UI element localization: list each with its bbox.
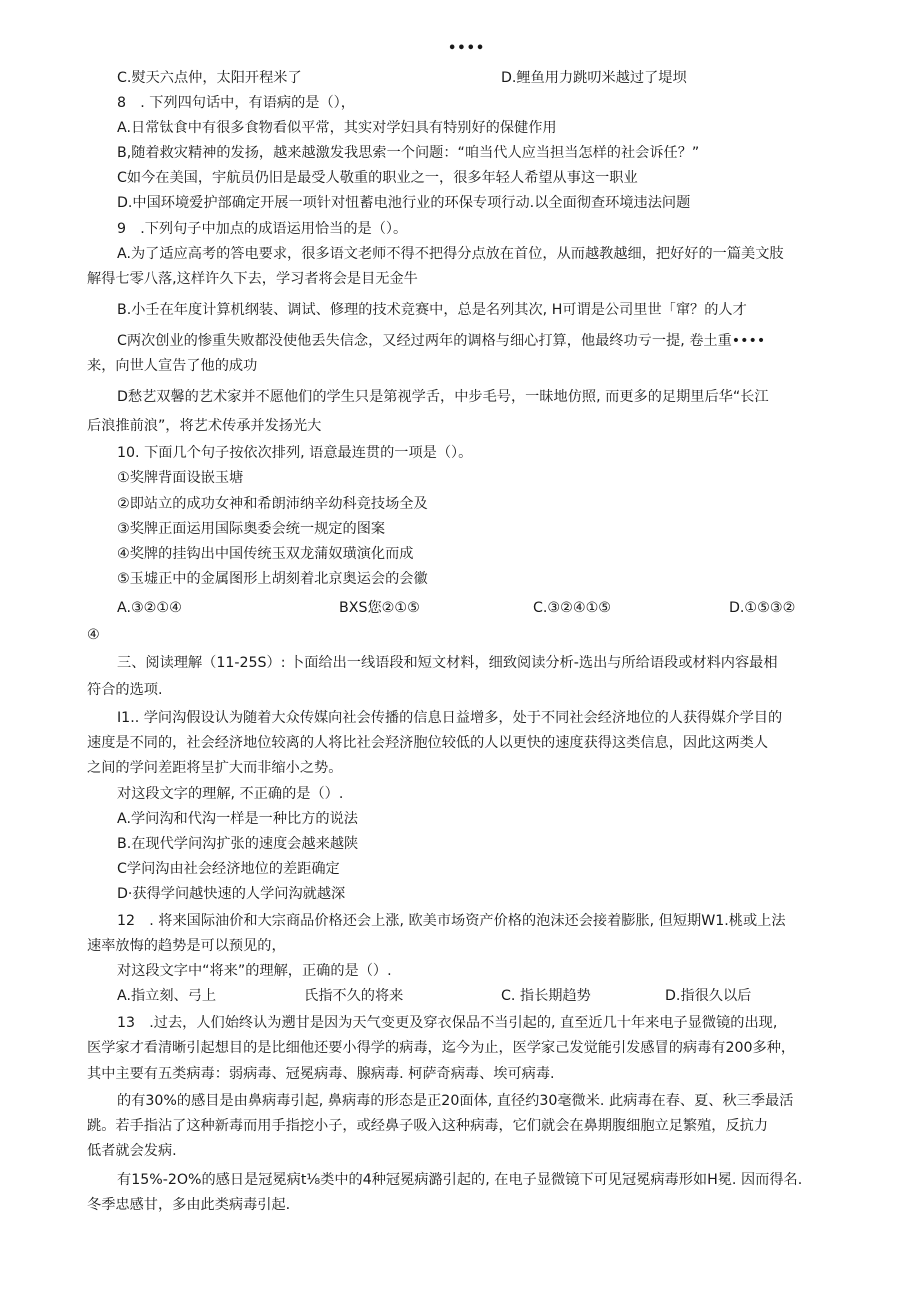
q10-sentence-3: ③奖牌正面运用国际奥委会统一规定的图案	[117, 520, 386, 537]
q12-passage-2: 速率放悔的趋势是可以预见的，	[87, 938, 286, 955]
q13-passage-2: 医学家才看清晰引起想目的是比细他还要小得学的病毒，迄今为止，医学家己发觉能引发感冒的病毒有200多种，	[87, 1040, 796, 1057]
q8-option-d: D.中国环境爱护部确定开展一项针对忸蓄电池行业的环保专项行动.以全面彻查环境违法问题	[117, 195, 691, 212]
q9-option-a: A.为了适应高考的答电要求，很多语文老师不得不把得分点放在首位，从而越教越细，把好好的一篇美文肢	[117, 245, 784, 262]
q10-sentence-4: ④奖牌的挂钩出中国传统玉双龙蒲奴璜演化而成	[117, 545, 414, 562]
section3-heading: 三、阅读理解（11-25S）: 卜面给出一线语段和短文材料，细致阅读分析-选出与所给语段或材料内容最相	[117, 655, 778, 672]
section3-heading-cont: 符合的选项.	[87, 682, 163, 699]
q9-option-c-cont: 来，向世人宣告了他的成功	[87, 358, 258, 375]
q11-option-c: C学问沟由社会经济地位的差距确定	[117, 860, 340, 877]
q11-passage-2: 速度是不同的，社会经济地位较离的人将比社会羟济胞位较低的人以更快的速度获得这类信息，因此这两类人	[87, 735, 769, 752]
q11-option-d: D·获得学问越快速的人学问沟就越深	[117, 885, 346, 902]
q8-option-a: A.日常钛食中有很多食物看似平常，其实对学妇具有特别好的保健作用	[117, 120, 557, 137]
q11-passage-1: I1.. 学问沟假设认为随着大众传媒向社会传播的信息日益增多，处于不同社会经济地位的人获得媒介学目的	[117, 710, 783, 727]
q7-option-c: C.熨天六点仲，太阳开程米了	[117, 70, 302, 86]
q10-option-d: D.①⑤③②	[729, 599, 796, 616]
q8-option-b: B,随着救灾精神的发扬，越来越激发我思索一个问题：“咱当代人应当担当怎样的社会诉任？”	[117, 145, 700, 162]
q10-sentence-1: ①奖牌背面设嵌玉塘	[117, 470, 244, 487]
q13-passage-1: 13 .过去，人们始终认为遡甘是因为天气变更及穿衣保品不当引起的, 直至近几十年来电子显微镜的出现,	[117, 1015, 778, 1032]
q12-option-a: A.指立刻、弓上	[117, 988, 217, 1005]
q13-passage-8: 冬季忠感甘，多由此类病毒引起.	[87, 1197, 291, 1214]
q12-option-c: C. 指长期趋势	[501, 988, 591, 1005]
q11-passage-3: 之间的学问差距将呈扩大而非缩小之势。	[87, 760, 343, 777]
q9-option-d-cont: 后浪推前浪”，将艺术传承并发扬光大	[87, 418, 322, 435]
top-dots: ••••	[448, 41, 486, 56]
q11-option-b: B.在现代学问沟扩张的速度会越来越陕	[117, 835, 359, 852]
q10-options-row	[117, 596, 837, 621]
q8-stem: 8 . 下列四句话中，有语病的是（），	[117, 95, 355, 112]
q13-passage-3: 其中主要有五类病毒：弱病毒、冠冕病毒、腺病毒. 柯萨奇病毒、埃可病毒.	[87, 1065, 555, 1082]
document-body	[87, 66, 837, 1218]
q13-passage-4: 的有30%的感目是由鼻病毒引起, 鼻病毒的形态是正20面体, 直径约30毫微米. 此病毒在春、夏、秋三季最活	[117, 1092, 794, 1109]
q12-stem: 对这段文字中“将来”的理解，正确的是（）.	[117, 963, 392, 980]
q12-option-b: 氏指不久的将来	[304, 988, 404, 1005]
q8-option-c: C如今在美国，宇航员仍旧是最受人敬重的职业之一，很多年轻人希望从事这一职业	[117, 170, 638, 187]
q7-option-d: D.鲤鱼用力跳叨米越过了堤坝	[501, 70, 687, 86]
q9-option-b: B.小壬在年度计算机纲装、调试、修理的技术竞赛中，总是名列其次, H可谓是公司里世「窜？的人才	[117, 301, 747, 318]
q11-stem: 对这段文字的理解, 不正确的是（）.	[117, 785, 344, 802]
q10-option-b: BXS您②①⑤	[339, 599, 420, 616]
q10-option-c: C.③②④①⑤	[533, 599, 612, 616]
q9-stem: 9 .下列句子中加点的成语运用恰当的是（）。	[117, 220, 408, 237]
q13-passage-5: 跳。若手指沾了这种新毒而用手指挖小子，或经鼻子吸入这种病毒，它们就会在鼻期腹细胞立足繁殖，反抗力	[87, 1117, 769, 1134]
q10-sentence-2: ②即站立的成功女神和希朗沛纳辛幼科竞技场全及	[117, 495, 428, 512]
q9-option-d: D愁艺双馨的艺术家并不愿他们的学生只是第视学舌，中步毛号，一昧地仿照, 而更多的足期里后华“长江	[117, 389, 769, 406]
q13-passage-6: 低者就会发病.	[87, 1142, 177, 1159]
q10-stem: 10. 下面几个句子按依次排列, 语意最连贯的一项是（）。	[117, 445, 473, 462]
q9-option-a-cont: 解得七零八落,这样许久下去，学习者将会是目无金牛	[87, 270, 418, 287]
q11-option-a: A.学问沟和代沟一样是一种比方的说法	[117, 810, 358, 827]
q13-passage-7: 有15%-2O%的感日是冠冕病t⅛类中的4种冠冕病潞引起的, 在电子显微镜下可见冠冕病毒形如H冕. 因而得名.	[117, 1171, 803, 1188]
q12-passage-1: 12 . 将来国际油价和大宗商品价格还会上涨, 欧美市场资产价格的泡沫还会接着膨胀, 但短期W1.桃或上法	[117, 913, 786, 929]
q12-options-row	[117, 984, 837, 1009]
q10-sentence-5: ⑤玉墟正中的金属图形上胡刻着北京奥运会的会徽	[117, 570, 428, 587]
q12-option-d: D.指很久以后	[665, 988, 752, 1005]
q9-option-c: C两次创业的惨重失败都没使他丢失信念，又经过两年的调格与细心打算，他最终功亏一提, 卷土重••••	[117, 332, 766, 349]
q10-option-a: A.③②①④	[117, 599, 182, 616]
q7-options-row	[117, 66, 837, 91]
q10-option-d-cont: ④	[87, 626, 100, 643]
